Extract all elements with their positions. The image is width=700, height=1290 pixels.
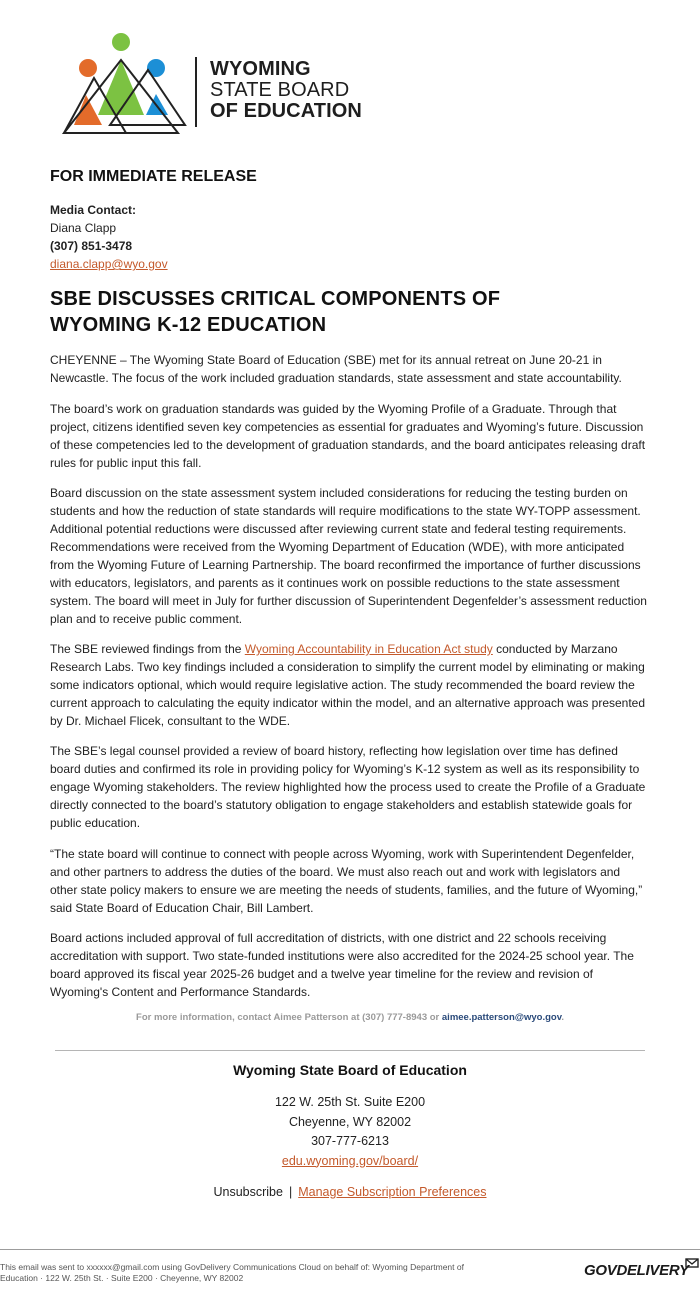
envelope-icon bbox=[685, 1256, 699, 1270]
headline-line-2: WYOMING K-12 EDUCATION bbox=[50, 314, 327, 336]
disclaimer-line-2: Education · 122 W. 25th St. · Suite E200 · Cheyenne, WY 82002 bbox=[0, 1273, 244, 1283]
release-label: FOR IMMEDIATE RELEASE bbox=[50, 168, 257, 185]
logo-line-3: OF EDUCATION bbox=[210, 100, 362, 122]
paragraph-7: Board actions included approval of full accreditation of districts, with one district and 22 schools receiving accreditation with support. Two state-funded institutions were also accredited for the 2024-25 school year. The board approved its fiscal year 2025-26 budget and a twelve year timeline for the review and revision of Wyoming's Content and Performance Standards. bbox=[50, 931, 634, 999]
logo-line-2: STATE BOARD bbox=[210, 79, 350, 101]
logo-line-1: WYOMING bbox=[210, 58, 311, 80]
footer-address-line-1: 122 W. 25th St. Suite E200 bbox=[274, 1095, 426, 1109]
paragraph-5: The SBE’s legal counsel provided a review of board history, reflecting how legislation over time has defined board duties and confirmed its role in providing policy for Wyoming’s K-12 system as well as its responsibility to engage Wyoming stakeholders. The review highlighted how the process used to create the Profile of a Graduate directly connected to the board’s statutory obligation to engage stakeholders and establish statewide goals for public education. bbox=[50, 744, 646, 830]
contact-phone: (307) 851-3478 bbox=[50, 239, 133, 253]
footer-website-link[interactable]: edu.wyoming.gov/board/ bbox=[281, 1153, 419, 1168]
more-info-text: For more information, contact Aimee Patterson at (307) 777-8943 or bbox=[136, 1012, 442, 1023]
manage-subscription-link[interactable]: Manage Subscription Preferences bbox=[298, 1185, 487, 1199]
unsubscribe-link[interactable]: Unsubscribe bbox=[213, 1185, 283, 1199]
paragraph-2: The board’s work on graduation standards was guided by the Wyoming Profile of a Graduate. Through that project, citizens identified seven key competencies as essential for graduates and Wyoming’s future. Discussion of these competencies led to the development of graduation standards, and the board anticipates releasing draft rules for public input this fall. bbox=[50, 402, 646, 470]
logo-wordmark bbox=[210, 59, 362, 122]
footer-org-name: Wyoming State Board of Education bbox=[233, 1062, 467, 1078]
paragraph-1: CHEYENNE – The Wyoming State Board of Education (SBE) met for its annual retreat on June 20-21 in Newcastle. The focus of the work included graduation standards, state assessment and state accountability. bbox=[50, 353, 622, 385]
contact-name: Diana Clapp bbox=[50, 221, 117, 235]
more-info bbox=[50, 1012, 650, 1023]
paragraph-4-text-b: conducted by Marzano Research Labs. Two key findings included a consideration to simplify the current model by eliminating or making some indicators optional, which would require legislative action. The study recommended the board review the current approach to calculating the equity indicator within the model, and an alternative approach was presented by Dr. Michael Flicek, consultant to the WDE. bbox=[50, 642, 646, 728]
govdelivery-disclaimer bbox=[0, 1262, 560, 1284]
more-info-email[interactable]: aimee.patterson@wyo.gov bbox=[441, 1012, 562, 1023]
accountability-study-link[interactable]: Wyoming Accountability in Education Act study bbox=[244, 642, 493, 656]
footer-divider bbox=[55, 1050, 645, 1051]
headline-line-1: SBE DISCUSSES CRITICAL COMPONENTS OF bbox=[50, 288, 501, 310]
link-separator: | bbox=[288, 1185, 293, 1199]
subscription-links bbox=[50, 1185, 650, 1199]
media-contact bbox=[50, 201, 168, 273]
paragraph-4 bbox=[50, 640, 650, 730]
more-info-end: . bbox=[561, 1012, 564, 1023]
disclaimer-line-1: This email was sent to xxxxxx@gmail.com using GovDelivery Communications Cloud on behalf of: Wyoming Department of bbox=[0, 1262, 464, 1272]
paragraph-6: “The state board will continue to connect with people across Wyoming, work with Superintendent Degenfelder, and other partners to address the duties of the board. We must also reach out and work with legislators and other state policy makers to ensure we are meeting the needs of students, families, and the future of Wyoming,” said State Board of Education Chair, Bill Lambert. bbox=[50, 847, 643, 915]
logo-green-circle bbox=[112, 33, 130, 51]
paragraph-3: Board discussion on the state assessment system included considerations for reducing the testing burden on students and how the reduction of state standards will require modifications to the state WY-TOPP assessment. Additional potential reductions were discussed after reviewing current state and federal testing requirements. Recommendations were received from the Wyoming Department of Education (WDE), with more anticipated from the Wyoming Future of Learning Partnership. The board reconfirmed the importance of further discussions with educators, legislators, and parents as it continues work on possible reductions to the state assessment system. The board will meet in July for further discussion of Superintendent Degenfelder’s assessment reduction plan and to receive public comment. bbox=[50, 486, 647, 626]
headline bbox=[50, 286, 650, 338]
paragraph-4-text-a: The SBE reviewed findings from the bbox=[50, 642, 245, 656]
logo-orange-triangle bbox=[74, 95, 102, 125]
contact-email-link[interactable]: diana.clapp@wyo.gov bbox=[50, 257, 168, 271]
logo-divider bbox=[195, 57, 197, 127]
footer-address-line-2: Cheyenne, WY 82002 bbox=[288, 1114, 412, 1129]
sbe-logo-mark bbox=[58, 30, 198, 140]
footer-phone: 307-777-6213 bbox=[311, 1134, 389, 1148]
contact-label: Media Contact: bbox=[50, 203, 137, 217]
govdelivery-logo[interactable]: GOVDELIVERY bbox=[584, 1262, 689, 1279]
logo-orange-circle bbox=[79, 59, 97, 77]
footer-address bbox=[50, 1093, 650, 1171]
